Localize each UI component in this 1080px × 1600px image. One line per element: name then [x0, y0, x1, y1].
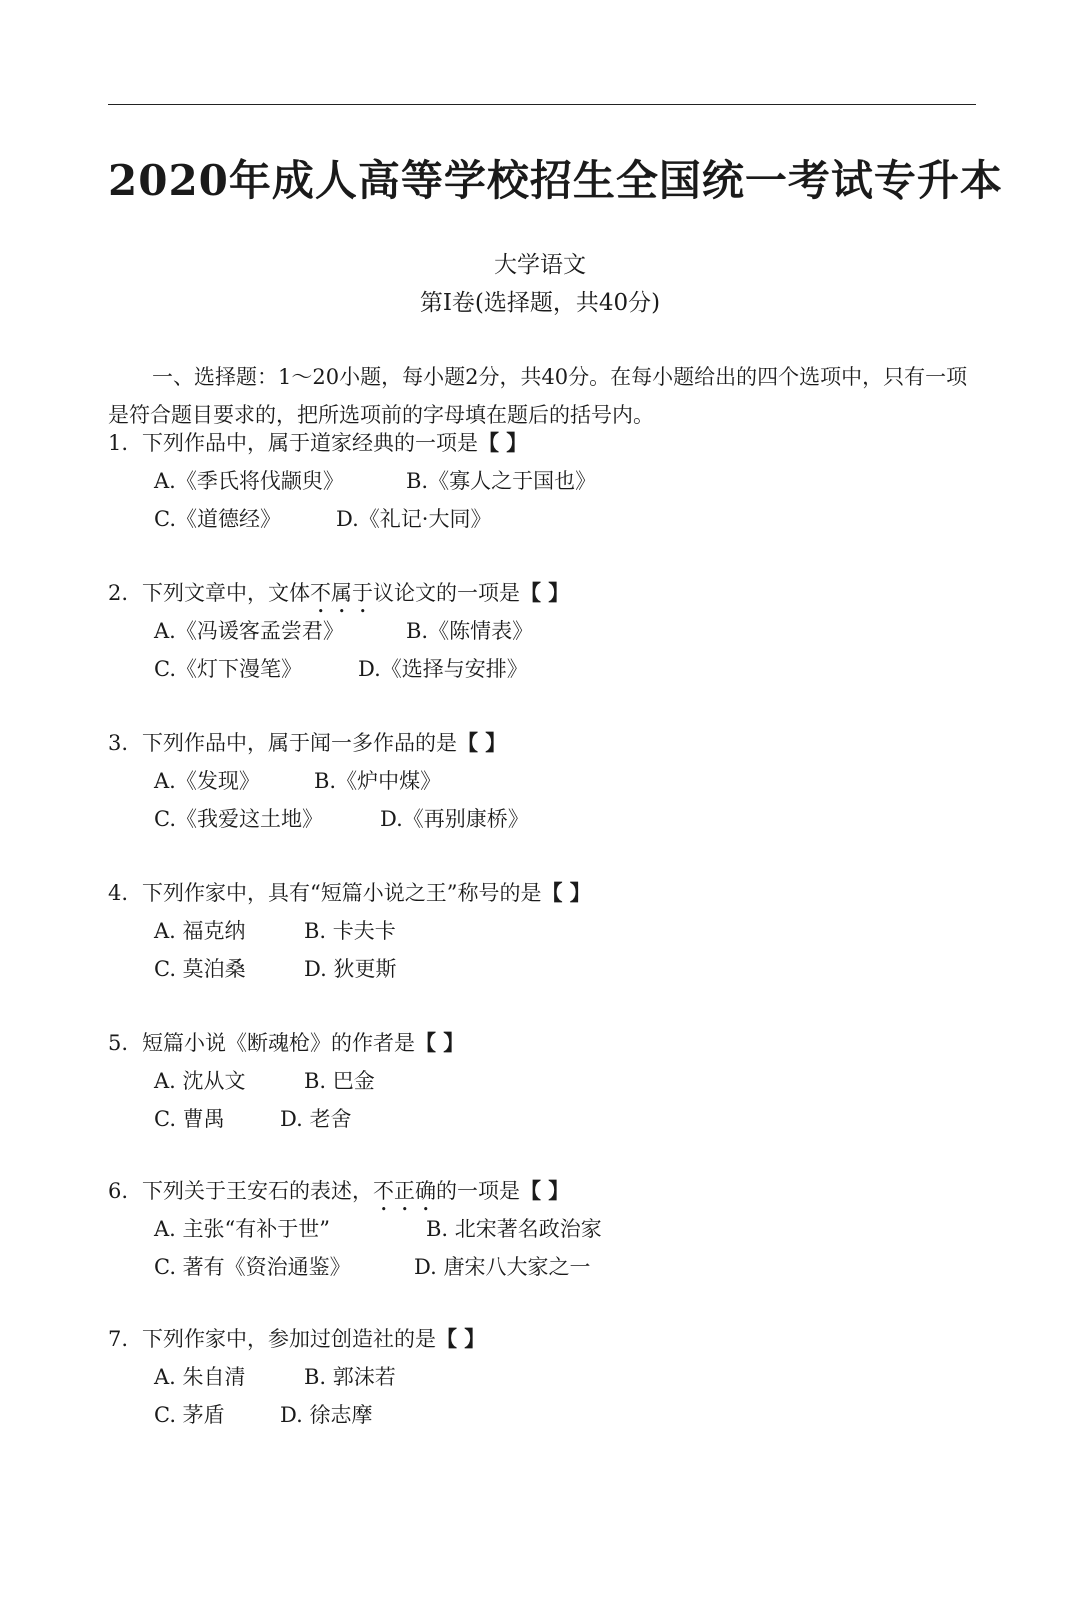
question-stem — [108, 874, 988, 912]
option-d: D. 狄更斯 — [304, 957, 397, 981]
question-text: 下列关于王安石的表述， — [142, 1179, 373, 1203]
question-stem — [108, 424, 988, 462]
option-a: A. 朱自清 — [154, 1365, 246, 1389]
question-stem — [108, 724, 988, 762]
option-row — [108, 800, 988, 838]
option-a: A. 福克纳 — [154, 919, 246, 943]
question-emphasis: 不属于 — [310, 581, 373, 605]
question-text: 下列文章中，文体 — [142, 581, 310, 605]
option-c: C. 莫泊桑 — [154, 957, 246, 981]
question-stem — [108, 574, 988, 612]
option-row — [108, 1396, 988, 1434]
answer-bracket: 【 】 — [436, 1326, 486, 1351]
option-b: B.《炉中煤》 — [314, 769, 442, 793]
option-d: D. 徐志摩 — [280, 1403, 373, 1427]
answer-bracket: 【 】 — [457, 730, 507, 755]
option-d: D. 唐宋八大家之一 — [414, 1255, 591, 1279]
option-b: B. 卡夫卡 — [304, 919, 396, 943]
option-d: D.《礼记·大同》 — [336, 507, 492, 531]
header-rule — [108, 104, 976, 105]
option-row — [108, 762, 988, 800]
option-b: B. 北宋著名政治家 — [426, 1217, 602, 1241]
question-text: 下列作家中，具有“短篇小说之王”称号的是 — [142, 881, 542, 905]
option-a: A.《冯谖客孟尝君》 — [154, 619, 344, 643]
option-a: A. 沈从文 — [154, 1069, 246, 1093]
option-row — [108, 912, 988, 950]
option-a: A.《季氏将伐颛臾》 — [154, 469, 344, 493]
question-stem — [108, 1320, 988, 1358]
question-3 — [108, 724, 988, 838]
option-row — [108, 500, 988, 538]
option-row — [108, 650, 988, 688]
question-stem — [108, 1172, 988, 1210]
option-row — [108, 1062, 988, 1100]
question-number: 6. — [108, 1179, 129, 1203]
option-a: A.《发现》 — [154, 769, 260, 793]
question-number: 2. — [108, 581, 129, 605]
option-row — [108, 1210, 988, 1248]
question-emphasis: 不正确 — [373, 1179, 436, 1203]
option-row — [108, 462, 988, 500]
option-c: C.《道德经》 — [154, 507, 281, 531]
option-c: C.《灯下漫笔》 — [154, 657, 302, 681]
question-number: 5. — [108, 1031, 129, 1055]
question-2 — [108, 574, 988, 688]
option-b: B. 郭沫若 — [304, 1365, 396, 1389]
option-c: C.《我爱这土地》 — [154, 807, 323, 831]
question-stem — [108, 1024, 988, 1062]
option-row — [108, 612, 988, 650]
question-number: 1. — [108, 431, 129, 455]
question-5 — [108, 1024, 988, 1138]
option-row — [108, 950, 988, 988]
answer-bracket: 【 】 — [520, 580, 570, 605]
exam-volume: 第Ⅰ卷(选择题，共40分) — [419, 290, 661, 316]
question-7 — [108, 1320, 988, 1434]
option-d: D. 老舍 — [280, 1107, 352, 1131]
option-d: D.《再别康桥》 — [380, 807, 529, 831]
answer-bracket: 【 】 — [541, 880, 591, 905]
option-row — [108, 1100, 988, 1138]
question-text-after: 议论文的一项是 — [373, 581, 520, 605]
option-row — [108, 1248, 988, 1286]
exam-subject: 大学语文 — [494, 252, 586, 278]
question-4 — [108, 874, 988, 988]
question-text-after: 的一项是 — [436, 1179, 520, 1203]
option-c: C. 著有《资治通鉴》 — [154, 1255, 351, 1279]
exam-title: 2020年成人高等学校招生全国统一考试专升本 — [108, 156, 1003, 205]
section-instructions: 一、选择题：1～20小题，每小题2分，共40分。在每小题给出的四个选项中，只有一项是符合题目要求的，把所选项前的字母填在题后的括号内。 — [108, 365, 968, 427]
question-1 — [108, 424, 988, 538]
option-b: B. 巴金 — [304, 1069, 375, 1093]
option-c: C. 茅盾 — [154, 1403, 225, 1427]
question-text: 下列作品中，属于道家经典的一项是 — [142, 431, 478, 455]
question-number: 3. — [108, 731, 129, 755]
option-a: A. 主张“有补于世” — [154, 1217, 330, 1241]
option-row — [108, 1358, 988, 1396]
question-text: 下列作品中，属于闻一多作品的是 — [142, 731, 457, 755]
option-b: B.《陈情表》 — [406, 619, 534, 643]
question-number: 7. — [108, 1327, 129, 1351]
option-c: C. 曹禺 — [154, 1107, 225, 1131]
question-6 — [108, 1172, 988, 1286]
question-text: 短篇小说《断魂枪》的作者是 — [142, 1031, 415, 1055]
question-text: 下列作家中，参加过创造社的是 — [142, 1327, 436, 1351]
question-number: 4. — [108, 881, 129, 905]
option-d: D.《选择与安排》 — [358, 657, 528, 681]
answer-bracket: 【 】 — [520, 1178, 570, 1203]
option-b: B.《寡人之于国也》 — [406, 469, 597, 493]
answer-bracket: 【 】 — [478, 430, 528, 455]
answer-bracket: 【 】 — [415, 1030, 465, 1055]
